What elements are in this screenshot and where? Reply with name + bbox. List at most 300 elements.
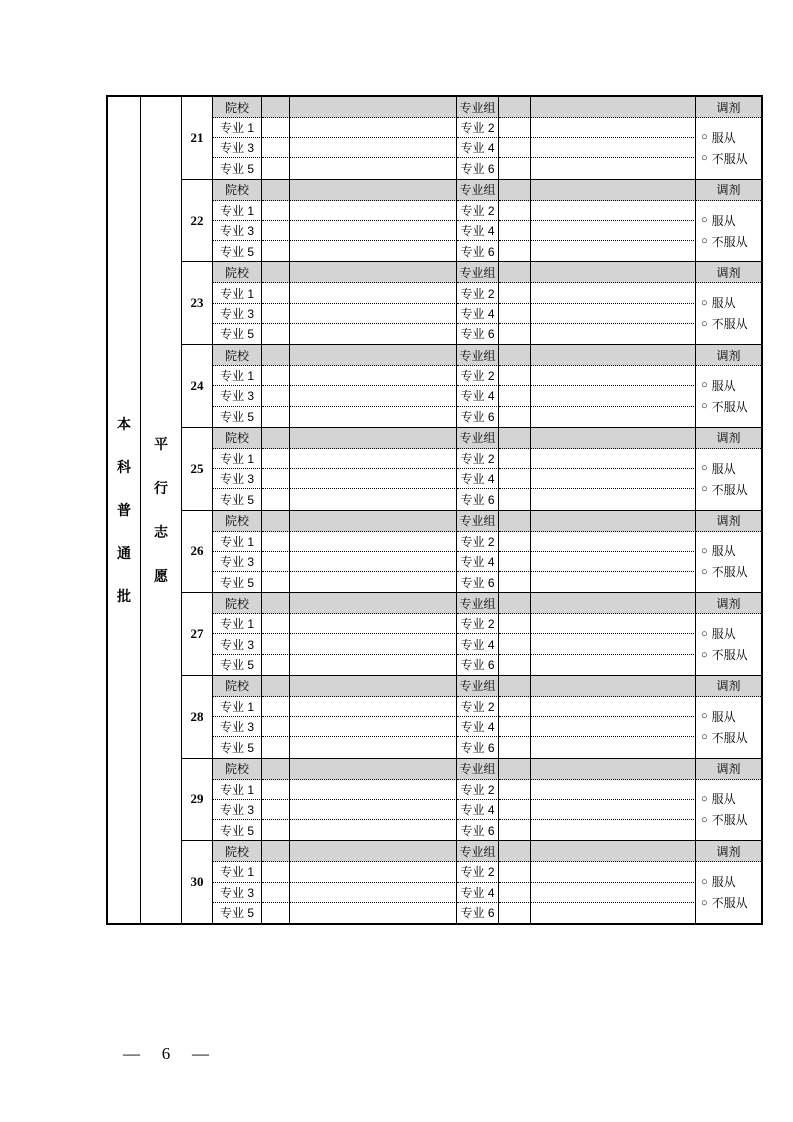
obey-option[interactable]	[701, 711, 736, 723]
major6-label: 专业 6	[457, 655, 499, 675]
major1-label: 专业 1	[213, 366, 262, 386]
school-label: 院校	[213, 97, 262, 118]
major2-label: 专业 2	[457, 532, 499, 552]
volunteer-block	[182, 511, 761, 594]
radio-circle-icon: ○	[701, 544, 708, 557]
major5-code-cell[interactable]	[262, 158, 290, 178]
block-number: 27	[182, 593, 213, 675]
radio-circle-icon: ○	[701, 792, 708, 805]
major6-name-cell[interactable]	[531, 158, 696, 178]
adjust-options-cell	[696, 532, 761, 593]
major6-label: 专业 6	[457, 489, 499, 509]
group-code-cell[interactable]	[499, 428, 531, 449]
not-obey-label: 不服从	[711, 399, 748, 414]
major5-name-cell[interactable]	[290, 737, 457, 757]
major5-label: 专业 5	[213, 407, 262, 427]
major3-label: 专业 3	[213, 469, 262, 489]
major3-label: 专业 3	[213, 221, 262, 241]
major4-name-cell[interactable]	[531, 634, 696, 654]
obey-label: 服从	[711, 213, 736, 228]
major5-label: 专业 5	[213, 572, 262, 592]
major4-name-cell[interactable]	[531, 883, 696, 903]
major3-code-cell[interactable]	[262, 800, 290, 820]
major3-label: 专业 3	[213, 138, 262, 158]
not-obey-option[interactable]	[701, 814, 748, 826]
volunteer-label-char: 行	[154, 480, 168, 496]
major3-name-cell[interactable]	[290, 304, 457, 324]
adjust-label: 调剂	[696, 97, 761, 118]
major3-name-cell[interactable]	[290, 717, 457, 737]
volunteer-block	[182, 180, 761, 263]
school-name-cell[interactable]	[290, 841, 457, 862]
volunteer-block	[182, 759, 761, 842]
major6-code-cell[interactable]	[499, 737, 531, 757]
adjust-options-cell	[696, 366, 761, 427]
group-label: 专业组	[457, 759, 499, 780]
major2-name-cell[interactable]	[531, 366, 696, 386]
major1-code-cell[interactable]	[262, 366, 290, 386]
major4-code-cell[interactable]	[499, 883, 531, 903]
major5-code-cell[interactable]	[262, 324, 290, 344]
major6-code-cell[interactable]	[499, 407, 531, 427]
major2-name-cell[interactable]	[531, 532, 696, 552]
major2-name-cell[interactable]	[531, 283, 696, 303]
school-code-cell[interactable]	[262, 262, 290, 283]
group-label: 专业组	[457, 676, 499, 697]
major6-name-cell[interactable]	[531, 820, 696, 840]
major4-label: 专业 4	[457, 469, 499, 489]
major3-name-cell[interactable]	[290, 552, 457, 572]
major5-label: 专业 5	[213, 241, 262, 261]
major3-code-cell[interactable]	[262, 634, 290, 654]
major3-name-cell[interactable]	[290, 138, 457, 158]
major2-name-cell[interactable]	[531, 449, 696, 469]
school-label: 院校	[213, 593, 262, 614]
not-obey-label: 不服从	[711, 730, 748, 745]
major5-name-cell[interactable]	[290, 820, 457, 840]
major3-label: 专业 3	[213, 304, 262, 324]
major4-code-cell[interactable]	[499, 800, 531, 820]
school-label: 院校	[213, 262, 262, 283]
major3-name-cell[interactable]	[290, 800, 457, 820]
group-code-cell[interactable]	[499, 345, 531, 366]
group-name-cell[interactable]	[531, 593, 696, 614]
adjust-label: 调剂	[696, 511, 761, 532]
group-code-cell[interactable]	[499, 180, 531, 201]
major4-label: 专业 4	[457, 138, 499, 158]
radio-circle-icon: ○	[701, 648, 708, 661]
radio-circle-icon: ○	[701, 400, 708, 413]
major5-name-cell[interactable]	[290, 903, 457, 923]
group-label: 专业组	[457, 511, 499, 532]
major4-code-cell[interactable]	[499, 386, 531, 406]
adjust-label: 调剂	[696, 841, 761, 862]
school-code-cell[interactable]	[262, 676, 290, 697]
major6-code-cell[interactable]	[499, 655, 531, 675]
school-name-cell[interactable]	[290, 262, 457, 283]
major1-name-cell[interactable]	[290, 118, 457, 138]
batch-label-char: 通	[117, 545, 131, 561]
major1-label: 专业 1	[213, 449, 262, 469]
radio-circle-icon: ○	[701, 462, 708, 475]
radio-circle-icon: ○	[701, 710, 708, 723]
group-name-cell[interactable]	[531, 759, 696, 780]
major2-label: 专业 2	[457, 449, 499, 469]
radio-circle-icon: ○	[701, 565, 708, 578]
major2-name-cell[interactable]	[531, 780, 696, 800]
major1-code-cell[interactable]	[262, 780, 290, 800]
major3-name-cell[interactable]	[290, 634, 457, 654]
volunteer-label-char: 平	[154, 436, 168, 452]
major3-code-cell[interactable]	[262, 304, 290, 324]
radio-circle-icon: ○	[701, 317, 708, 330]
adjust-label: 调剂	[696, 593, 761, 614]
not-obey-label: 不服从	[711, 151, 748, 166]
major1-name-cell[interactable]	[290, 862, 457, 882]
major5-label: 专业 5	[213, 655, 262, 675]
major3-name-cell[interactable]	[290, 221, 457, 241]
radio-circle-icon: ○	[701, 731, 708, 744]
major6-code-cell[interactable]	[499, 324, 531, 344]
group-code-cell[interactable]	[499, 759, 531, 780]
major2-label: 专业 2	[457, 614, 499, 634]
school-code-cell[interactable]	[262, 593, 290, 614]
group-label: 专业组	[457, 841, 499, 862]
major2-code-cell[interactable]	[499, 118, 531, 138]
major2-code-cell[interactable]	[499, 449, 531, 469]
group-name-cell[interactable]	[531, 841, 696, 862]
major3-name-cell[interactable]	[290, 386, 457, 406]
major1-code-cell[interactable]	[262, 862, 290, 882]
major4-name-cell[interactable]	[531, 304, 696, 324]
major1-code-cell[interactable]	[262, 532, 290, 552]
major6-name-cell[interactable]	[531, 241, 696, 261]
major4-code-cell[interactable]	[499, 469, 531, 489]
major6-name-cell[interactable]	[531, 489, 696, 509]
major3-code-cell[interactable]	[262, 386, 290, 406]
major3-code-cell[interactable]	[262, 717, 290, 737]
major3-code-cell[interactable]	[262, 221, 290, 241]
not-obey-option[interactable]	[701, 897, 748, 909]
not-obey-option[interactable]	[701, 649, 748, 661]
major3-code-cell[interactable]	[262, 469, 290, 489]
major1-code-cell[interactable]	[262, 614, 290, 634]
obey-option[interactable]	[701, 132, 736, 144]
major6-name-cell[interactable]	[531, 324, 696, 344]
school-label: 院校	[213, 345, 262, 366]
major4-label: 专业 4	[457, 634, 499, 654]
major2-label: 专业 2	[457, 780, 499, 800]
major5-code-cell[interactable]	[262, 572, 290, 592]
major6-name-cell[interactable]	[531, 903, 696, 923]
major4-name-cell[interactable]	[531, 138, 696, 158]
major1-name-cell[interactable]	[290, 366, 457, 386]
obey-option[interactable]	[701, 215, 736, 227]
block-number: 29	[182, 759, 213, 841]
batch-label-char: 科	[117, 459, 131, 475]
major1-name-cell[interactable]	[290, 780, 457, 800]
group-code-cell[interactable]	[499, 262, 531, 283]
major4-code-cell[interactable]	[499, 552, 531, 572]
obey-option[interactable]	[701, 463, 736, 475]
major6-label: 专业 6	[457, 572, 499, 592]
obey-label: 服从	[711, 627, 736, 642]
obey-label: 服从	[711, 461, 736, 476]
major2-code-cell[interactable]	[499, 780, 531, 800]
not-obey-option[interactable]	[701, 732, 748, 744]
volunteer-block	[182, 841, 761, 923]
major4-code-cell[interactable]	[499, 634, 531, 654]
obey-option[interactable]	[701, 380, 736, 392]
major1-label: 专业 1	[213, 862, 262, 882]
major6-name-cell[interactable]	[531, 655, 696, 675]
major1-code-cell[interactable]	[262, 449, 290, 469]
not-obey-option[interactable]	[701, 153, 748, 165]
major2-label: 专业 2	[457, 862, 499, 882]
major1-name-cell[interactable]	[290, 532, 457, 552]
adjust-options-cell	[696, 697, 761, 758]
major4-code-cell[interactable]	[499, 717, 531, 737]
school-label: 院校	[213, 841, 262, 862]
block-number: 28	[182, 676, 213, 758]
school-name-cell[interactable]	[290, 759, 457, 780]
school-name-cell[interactable]	[290, 676, 457, 697]
obey-option[interactable]	[701, 297, 736, 309]
major2-name-cell[interactable]	[531, 697, 696, 717]
major1-label: 专业 1	[213, 532, 262, 552]
group-code-cell[interactable]	[499, 97, 531, 118]
major6-code-cell[interactable]	[499, 158, 531, 178]
not-obey-option[interactable]	[701, 566, 748, 578]
major5-name-cell[interactable]	[290, 241, 457, 261]
major4-name-cell[interactable]	[531, 717, 696, 737]
group-code-cell[interactable]	[499, 841, 531, 862]
major3-name-cell[interactable]	[290, 469, 457, 489]
major4-name-cell[interactable]	[531, 469, 696, 489]
group-name-cell[interactable]	[531, 676, 696, 697]
major6-label: 专业 6	[457, 324, 499, 344]
radio-circle-icon: ○	[701, 813, 708, 826]
major2-name-cell[interactable]	[531, 862, 696, 882]
not-obey-label: 不服从	[711, 317, 748, 332]
block-number: 30	[182, 841, 213, 923]
major1-code-cell[interactable]	[262, 201, 290, 221]
major5-code-cell[interactable]	[262, 241, 290, 261]
obey-option[interactable]	[701, 793, 736, 805]
major3-label: 专业 3	[213, 883, 262, 903]
major4-code-cell[interactable]	[499, 138, 531, 158]
school-name-cell[interactable]	[290, 428, 457, 449]
page-footer	[123, 1044, 209, 1064]
obey-option[interactable]	[701, 545, 736, 557]
major5-label: 专业 5	[213, 324, 262, 344]
group-code-cell[interactable]	[499, 676, 531, 697]
major2-code-cell[interactable]	[499, 283, 531, 303]
major4-code-cell[interactable]	[499, 221, 531, 241]
major6-code-cell[interactable]	[499, 241, 531, 261]
major4-label: 专业 4	[457, 883, 499, 903]
group-code-cell[interactable]	[499, 593, 531, 614]
major6-code-cell[interactable]	[499, 572, 531, 592]
school-code-cell[interactable]	[262, 345, 290, 366]
major2-code-cell[interactable]	[499, 697, 531, 717]
obey-label: 服从	[711, 792, 736, 807]
major4-label: 专业 4	[457, 800, 499, 820]
not-obey-option[interactable]	[701, 318, 748, 330]
school-name-cell[interactable]	[290, 180, 457, 201]
school-code-cell[interactable]	[262, 97, 290, 118]
block-number: 26	[182, 511, 213, 593]
batch-label-column	[108, 97, 141, 923]
major6-name-cell[interactable]	[531, 737, 696, 757]
not-obey-option[interactable]	[701, 401, 748, 413]
group-name-cell[interactable]	[531, 428, 696, 449]
group-label: 专业组	[457, 593, 499, 614]
page-number: 6	[161, 1044, 171, 1063]
major2-code-cell[interactable]	[499, 532, 531, 552]
major4-label: 专业 4	[457, 552, 499, 572]
major5-code-cell[interactable]	[262, 737, 290, 757]
major6-name-cell[interactable]	[531, 572, 696, 592]
group-code-cell[interactable]	[499, 511, 531, 532]
volunteer-block	[182, 593, 761, 676]
adjust-label: 调剂	[696, 345, 761, 366]
volunteer-form-table	[106, 95, 763, 925]
school-name-cell[interactable]	[290, 345, 457, 366]
major5-label: 专业 5	[213, 489, 262, 509]
school-code-cell[interactable]	[262, 428, 290, 449]
major4-name-cell[interactable]	[531, 552, 696, 572]
volunteer-block	[182, 97, 761, 180]
obey-option[interactable]	[701, 628, 736, 640]
major5-name-cell[interactable]	[290, 489, 457, 509]
major4-name-cell[interactable]	[531, 386, 696, 406]
block-number: 25	[182, 428, 213, 510]
major2-name-cell[interactable]	[531, 118, 696, 138]
major2-code-cell[interactable]	[499, 366, 531, 386]
major3-code-cell[interactable]	[262, 138, 290, 158]
major5-code-cell[interactable]	[262, 407, 290, 427]
adjust-options-cell	[696, 449, 761, 510]
major1-code-cell[interactable]	[262, 697, 290, 717]
radio-circle-icon: ○	[701, 152, 708, 165]
school-label: 院校	[213, 676, 262, 697]
group-name-cell[interactable]	[531, 345, 696, 366]
major5-name-cell[interactable]	[290, 324, 457, 344]
major5-label: 专业 5	[213, 158, 262, 178]
major1-name-cell[interactable]	[290, 201, 457, 221]
radio-circle-icon: ○	[701, 627, 708, 640]
adjust-options-cell	[696, 862, 761, 923]
major5-label: 专业 5	[213, 820, 262, 840]
batch-label-char: 普	[117, 502, 131, 518]
group-name-cell[interactable]	[531, 180, 696, 201]
radio-circle-icon: ○	[701, 235, 708, 248]
major5-name-cell[interactable]	[290, 572, 457, 592]
major3-code-cell[interactable]	[262, 883, 290, 903]
major5-name-cell[interactable]	[290, 655, 457, 675]
not-obey-label: 不服从	[711, 896, 748, 911]
major1-name-cell[interactable]	[290, 697, 457, 717]
school-name-cell[interactable]	[290, 511, 457, 532]
major5-code-cell[interactable]	[262, 655, 290, 675]
major3-name-cell[interactable]	[290, 883, 457, 903]
major2-code-cell[interactable]	[499, 614, 531, 634]
major2-name-cell[interactable]	[531, 201, 696, 221]
major5-name-cell[interactable]	[290, 158, 457, 178]
major3-code-cell[interactable]	[262, 552, 290, 572]
obey-label: 服从	[711, 296, 736, 311]
major1-name-cell[interactable]	[290, 614, 457, 634]
major4-name-cell[interactable]	[531, 800, 696, 820]
major5-code-cell[interactable]	[262, 820, 290, 840]
major5-code-cell[interactable]	[262, 489, 290, 509]
major1-code-cell[interactable]	[262, 118, 290, 138]
major4-code-cell[interactable]	[499, 304, 531, 324]
major5-label: 专业 5	[213, 903, 262, 923]
major4-label: 专业 4	[457, 221, 499, 241]
school-label: 院校	[213, 180, 262, 201]
batch-label-char: 本	[117, 416, 131, 432]
not-obey-option[interactable]	[701, 236, 748, 248]
major2-name-cell[interactable]	[531, 614, 696, 634]
radio-circle-icon: ○	[701, 379, 708, 392]
major5-name-cell[interactable]	[290, 407, 457, 427]
major6-code-cell[interactable]	[499, 489, 531, 509]
major2-code-cell[interactable]	[499, 201, 531, 221]
group-name-cell[interactable]	[531, 97, 696, 118]
not-obey-option[interactable]	[701, 484, 748, 496]
group-label: 专业组	[457, 262, 499, 283]
school-label: 院校	[213, 428, 262, 449]
adjust-options-cell	[696, 614, 761, 675]
school-name-cell[interactable]	[290, 97, 457, 118]
major6-label: 专业 6	[457, 820, 499, 840]
obey-option[interactable]	[701, 876, 736, 888]
major5-code-cell[interactable]	[262, 903, 290, 923]
major4-label: 专业 4	[457, 717, 499, 737]
adjust-label: 调剂	[696, 759, 761, 780]
major6-code-cell[interactable]	[499, 903, 531, 923]
volunteer-block	[182, 676, 761, 759]
major6-label: 专业 6	[457, 903, 499, 923]
adjust-label: 调剂	[696, 428, 761, 449]
major6-code-cell[interactable]	[499, 820, 531, 840]
school-code-cell[interactable]	[262, 759, 290, 780]
school-code-cell[interactable]	[262, 180, 290, 201]
major1-name-cell[interactable]	[290, 449, 457, 469]
school-name-cell[interactable]	[290, 593, 457, 614]
school-code-cell[interactable]	[262, 841, 290, 862]
not-obey-label: 不服从	[711, 648, 748, 663]
batch-label-char: 批	[117, 588, 131, 604]
adjust-options-cell	[696, 201, 761, 262]
major3-label: 专业 3	[213, 634, 262, 654]
major6-name-cell[interactable]	[531, 407, 696, 427]
obey-label: 服从	[711, 875, 736, 890]
group-name-cell[interactable]	[531, 262, 696, 283]
footer-dash-left: —	[123, 1044, 140, 1063]
major2-code-cell[interactable]	[499, 862, 531, 882]
radio-circle-icon: ○	[701, 131, 708, 144]
major1-name-cell[interactable]	[290, 283, 457, 303]
major1-code-cell[interactable]	[262, 283, 290, 303]
obey-label: 服从	[711, 378, 736, 393]
school-code-cell[interactable]	[262, 511, 290, 532]
major4-name-cell[interactable]	[531, 221, 696, 241]
group-name-cell[interactable]	[531, 511, 696, 532]
major6-label: 专业 6	[457, 158, 499, 178]
